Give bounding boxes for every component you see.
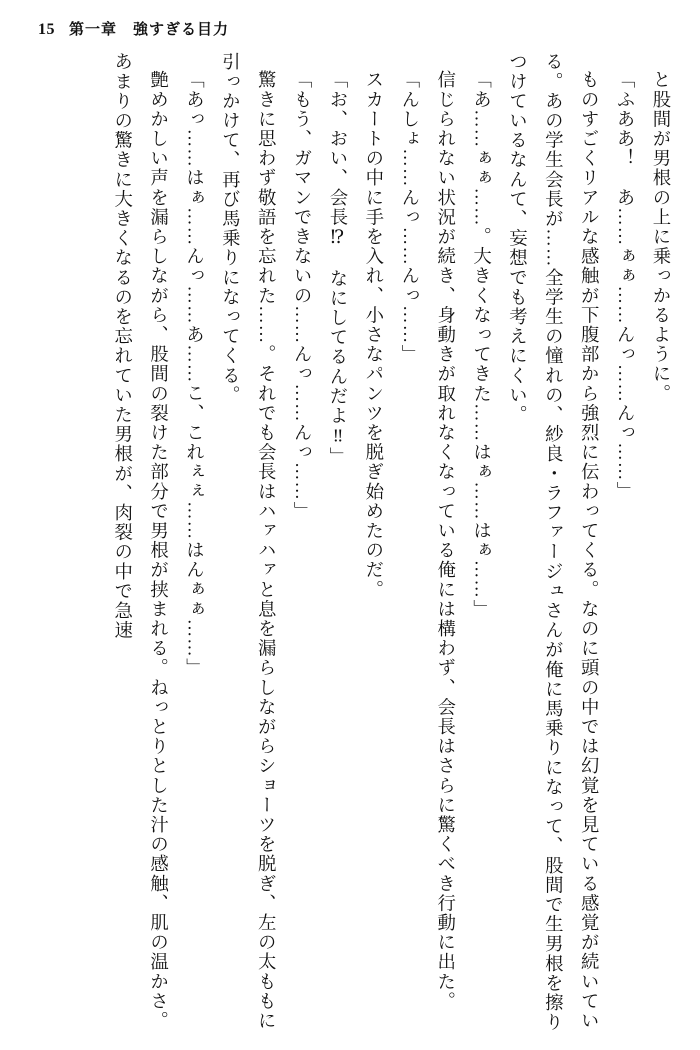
paragraph: 驚きに思わず敬語を忘れた……。それでも会長はハァハァと息を漏らしながらショーツを脱ぎ、左の太ももに引っかけて、再び馬乗りになってくる。 (220, 52, 277, 1031)
paragraph: 信じられない状況が続き、身動きが取れなくなっている俺には構わず、会長はさらに驚くべき行動に出た。 (435, 70, 456, 1012)
page-number: 15 (38, 21, 55, 38)
paragraph: 「お、おい、会長⁉ なにしてるんだよ‼」 (327, 70, 348, 467)
chapter-title: 第一章 強すぎる目力 (69, 22, 230, 38)
running-header (22, 18, 678, 52)
paragraph: 「んしょ……んっ……んっ……」 (399, 70, 420, 365)
paragraph: 艶めかしい声を漏らしながら、股間の裂けた部分で男根が挟まれる。ねっとりとした汁の感触、肌の温かさ。あまりの驚きに大きくなるのを忘れていた男根が、肉裂の中で急速 (112, 52, 169, 1031)
paragraph: 「あ……ぁぁ……。大きくなってきた……はぁ……はぁ……」 (471, 70, 492, 620)
paragraph: スカートの中に手を入れ、小さなパンツを脱ぎ始めたのだ。 (363, 70, 384, 600)
paragraph: ものすごくリアルな感触が下腹部から強烈に伝わってくる。なのに頭の中では幻覚を見ている感覚が続いている。あの学生会長が……全学生の憧れの、紗良・ラファージュさんが俺に馬乗りになって、股間で生男根を擦りつけているなんて、妄想でも考えにくい。 (507, 52, 600, 1032)
page-body (22, 52, 678, 1034)
paragraph: と股間が男根の上に乗っかるように。 (651, 70, 671, 404)
vertical-text-block (22, 52, 678, 1034)
paragraph: 「もう、ガマンできないの……んっ……んっ……」 (292, 70, 313, 522)
paragraph: 「あっ……はぁ……んっ……あ……こ、これぇぇ……はんぁぁ……」 (184, 70, 205, 678)
paragraph: 「ふああ！ あ……ぁぁ……んっ……んっ……」 (615, 70, 636, 502)
